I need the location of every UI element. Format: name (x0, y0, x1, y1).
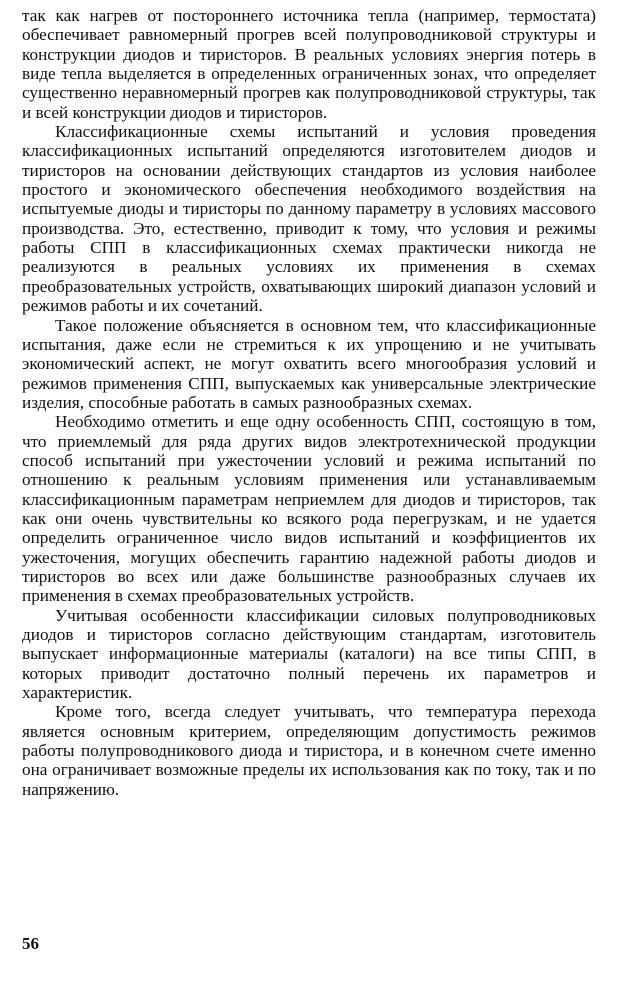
paragraph-temperature: Кроме того, всегда следует учитывать, что температура перехода является основным критерием, определяющим допустимость режимов работы полупроводникового диода и тиристора, и в конечном счете именно она ограничивает возможные пределы их использования как по току, так и по напряжению. (22, 702, 596, 799)
paragraph-explanation: Такое положение объясняется в основном тем, что классификационные испытания, даже если не стремиться к их упрощению и не учитывать экономический аспект, не могут охватить всего многообразия условий и режимов применения СПП, выпускаемых как универсальные электрические изделия, способные работать в самых разнообразных схемах. (22, 315, 596, 412)
paragraph-spp-feature: Необходимо отметить и еще одну особенность СПП, состоящую в том, что приемлемый для ряда других видов электротехнической продукции способ испытаний при ужесточении условий и режима испытаний по отношению к реальным условиям применения или устанавливаемым классификационным параметрам неприемлем для диодов и тиристоров, так как они очень чувствительны ко всякого рода перегрузкам, и не удается определить ограниченное число видов испытаний и коэффициентов их ужесточения, могущих обеспечить гарантию надежной работы диодов и тиристоров во всех или даже большинстве разнообразных случаев их применения в схемах преобразовательных устройств. (22, 412, 596, 606)
paragraph-catalogs: Учитывая особенности классификации силовых полупроводниковых диодов и тиристоров согласно действующим стандартам, изготовитель выпускает информационные материалы (каталоги) на все типы СПП, в которых приводит достаточно полный перечень их параметров и характеристик. (22, 605, 596, 703)
paragraph-continuation: так как нагрев от постороннего источника тепла (например, термостата) обеспечивает равномерный прогрев всей полупроводниковой структуры и конструкции диодов и тиристоров. В реальных условиях энергия потерь в виде тепла выделяется в определенных ограниченных зонах, что определяет существенно неравномерный прогрев как полупроводниковой структуры, так и всей конструкции диодов и тиристоров. (22, 6, 596, 122)
paragraph-classification-schemes: Классификационные схемы испытаний и условия проведения классификационных испытаний определяются изготовителем диодов и тиристоров на основании действующих стандартов из условия наиболее простого и экономического обеспечения необходимого воздействия на испытуемые диоды и тиристоры по данному параметру в условиях массового производства. Это, естественно, приводит к тому, что условия и режимы работы СПП в классификационных схемах практически никогда не реализуются в реальных условиях их применения в схемах преобразовательных устройств, охватывающих широкий диапазон условий и режимов работы и их сочетаний. (22, 122, 596, 316)
page-body (22, 6, 596, 799)
page-number: 56 (22, 934, 39, 953)
